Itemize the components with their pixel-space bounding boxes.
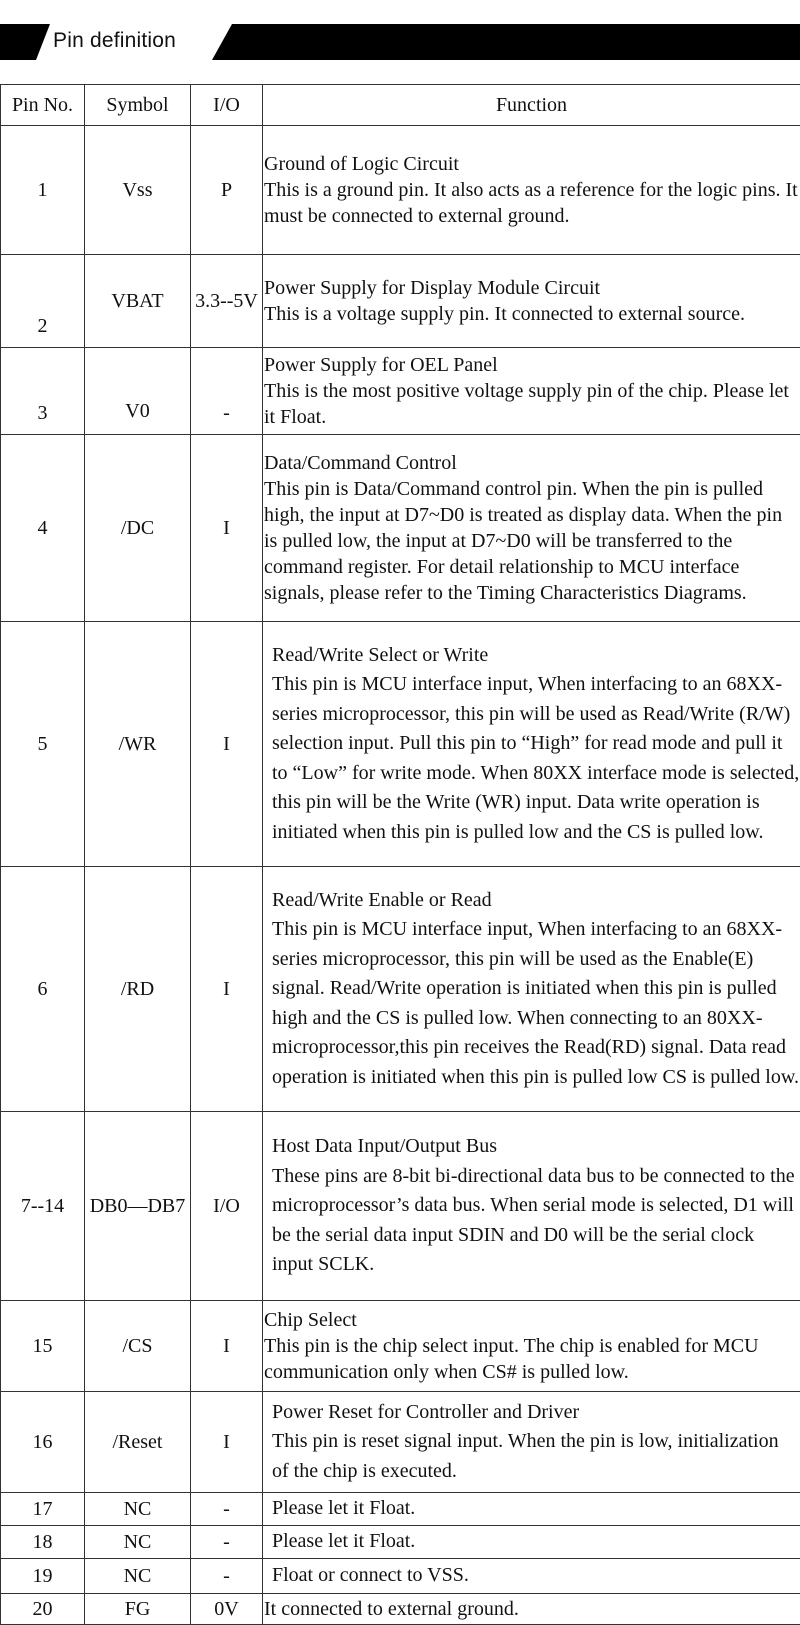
pin-number: 17 — [1, 1493, 85, 1526]
column-header-symbol: Symbol — [85, 85, 191, 126]
pin-io: - — [191, 1526, 263, 1559]
pin-symbol: VBAT — [85, 255, 191, 348]
pin-number: 18 — [1, 1526, 85, 1559]
pin-io: I — [191, 1301, 263, 1392]
pin-io: 3.3--5V — [191, 255, 263, 348]
pin-function — [263, 255, 800, 348]
function-title: Data/Command Control — [264, 450, 800, 476]
pin-function — [263, 1112, 800, 1301]
pin-function — [263, 1526, 800, 1559]
pin-io: I — [191, 867, 263, 1112]
pin-definition-table — [0, 84, 800, 1625]
pin-function — [263, 435, 800, 622]
table-row — [1, 1559, 800, 1594]
pin-io: I — [191, 622, 263, 867]
pin-function — [263, 348, 800, 435]
pin-number: 6 — [1, 867, 85, 1112]
pin-function — [263, 1301, 800, 1392]
pin-function — [263, 126, 800, 255]
function-description: This is a voltage supply pin. It connected to external source. — [264, 301, 800, 327]
pin-number: 19 — [1, 1559, 85, 1594]
table-row — [1, 348, 800, 435]
function-description: Please let it Float. — [272, 1494, 800, 1524]
pin-symbol: Vss — [85, 126, 191, 255]
pin-io: I/O — [191, 1112, 263, 1301]
pin-io: - — [191, 348, 263, 435]
column-header-pin: Pin No. — [1, 85, 85, 126]
function-description: Please let it Float. — [272, 1527, 800, 1557]
function-description: This is the most positive voltage supply pin of the chip. Please let it Float. — [264, 378, 800, 430]
function-description: These pins are 8-bit bi-directional data bus to be connected to the microprocessor’s data bus. When serial mode is selected, D1 will be the serial data input SDIN and D0 will be the serial clock input SCLK. — [272, 1162, 800, 1280]
function-title: Ground of Logic Circuit — [264, 151, 800, 177]
pin-number: 3 — [1, 348, 85, 435]
pin-number: 20 — [1, 1594, 85, 1625]
function-description: It connected to external ground. — [264, 1596, 800, 1622]
pin-number: 7--14 — [1, 1112, 85, 1301]
pin-number: 16 — [1, 1392, 85, 1493]
function-title: Read/Write Enable or Read — [272, 886, 800, 916]
pin-symbol: /Reset — [85, 1392, 191, 1493]
pin-function — [263, 867, 800, 1112]
pin-io: P — [191, 126, 263, 255]
function-description: This pin is reset signal input. When the pin is low, initialization of the chip is executed. — [272, 1427, 800, 1486]
table-row — [1, 1594, 800, 1625]
pin-io: - — [191, 1559, 263, 1594]
pin-symbol: /RD — [85, 867, 191, 1112]
pin-number: 2 — [1, 255, 85, 348]
column-header-io: I/O — [191, 85, 263, 126]
pin-io: I — [191, 1392, 263, 1493]
pin-io: 0V — [191, 1594, 263, 1625]
pin-function — [263, 1594, 800, 1625]
function-description: Float or connect to VSS. — [272, 1561, 800, 1591]
table-row — [1, 126, 800, 255]
page-title: Pin definition — [53, 26, 176, 56]
table-row — [1, 1526, 800, 1559]
column-header-function: Function — [263, 85, 800, 126]
pin-number: 4 — [1, 435, 85, 622]
pin-symbol: /WR — [85, 622, 191, 867]
pin-symbol: NC — [85, 1526, 191, 1559]
pin-symbol: /CS — [85, 1301, 191, 1392]
function-title: Chip Select — [264, 1307, 800, 1333]
pin-symbol: NC — [85, 1493, 191, 1526]
pin-symbol: V0 — [85, 348, 191, 435]
function-description: This pin is the chip select input. The chip is enabled for MCU communication only when CS# is pulled low. — [264, 1333, 800, 1385]
pin-function — [263, 1392, 800, 1493]
table-row — [1, 255, 800, 348]
pin-number: 5 — [1, 622, 85, 867]
table-row — [1, 1392, 800, 1493]
function-title: Read/Write Select or Write — [272, 641, 800, 671]
function-title: Power Supply for Display Module Circuit — [264, 275, 800, 301]
function-title: Power Supply for OEL Panel — [264, 352, 800, 378]
table-row — [1, 435, 800, 622]
pin-symbol: NC — [85, 1559, 191, 1594]
function-description: This pin is MCU interface input, When interfacing to an 68XX-series microprocessor, this pin will be used as Read/Write (R/W) selection input. Pull this pin to “High” for read mode and pull it to “Low” for write mode. When 80XX interface mode is selected, this pin will be the Write (WR) input. Data write operation is initiated when this pin is pulled low and the CS is pulled low. — [272, 670, 800, 847]
table-row — [1, 1301, 800, 1392]
function-title: Power Reset for Controller and Driver — [272, 1398, 800, 1428]
pin-number: 15 — [1, 1301, 85, 1392]
pin-function — [263, 1559, 800, 1594]
pin-number: 1 — [1, 126, 85, 255]
pin-io: I — [191, 435, 263, 622]
pin-function — [263, 1493, 800, 1526]
pin-symbol: DB0—DB7 — [85, 1112, 191, 1301]
table-row — [1, 622, 800, 867]
pin-function — [263, 622, 800, 867]
pin-symbol: FG — [85, 1594, 191, 1625]
function-description: This pin is Data/Command control pin. When the pin is pulled high, the input at D7~D0 is treated as display data. When the pin is pulled low, the input at D7~D0 will be transferred to the command register. For detail relationship to MCU interface signals, please refer to the Timing Characteristics Diagrams. — [264, 476, 800, 606]
pin-symbol: /DC — [85, 435, 191, 622]
function-title: Host Data Input/Output Bus — [272, 1132, 800, 1162]
table-row — [1, 1493, 800, 1526]
function-description: This is a ground pin. It also acts as a reference for the logic pins. It must be connected to external ground. — [264, 177, 800, 229]
table-row — [1, 867, 800, 1112]
table-header-row — [1, 85, 800, 126]
function-description: This pin is MCU interface input, When interfacing to an 68XX-series microprocessor, this pin will be used as the Enable(E) signal. Read/Write operation is initiated when this pin is pulled high and the CS is pulled low. When connecting to an 80XX-microprocessor,this pin receives the Read(RD) signal. Data read operation is initiated when this pin is pulled low CS is pulled low. — [272, 915, 800, 1092]
pin-io: - — [191, 1493, 263, 1526]
table-row — [1, 1112, 800, 1301]
